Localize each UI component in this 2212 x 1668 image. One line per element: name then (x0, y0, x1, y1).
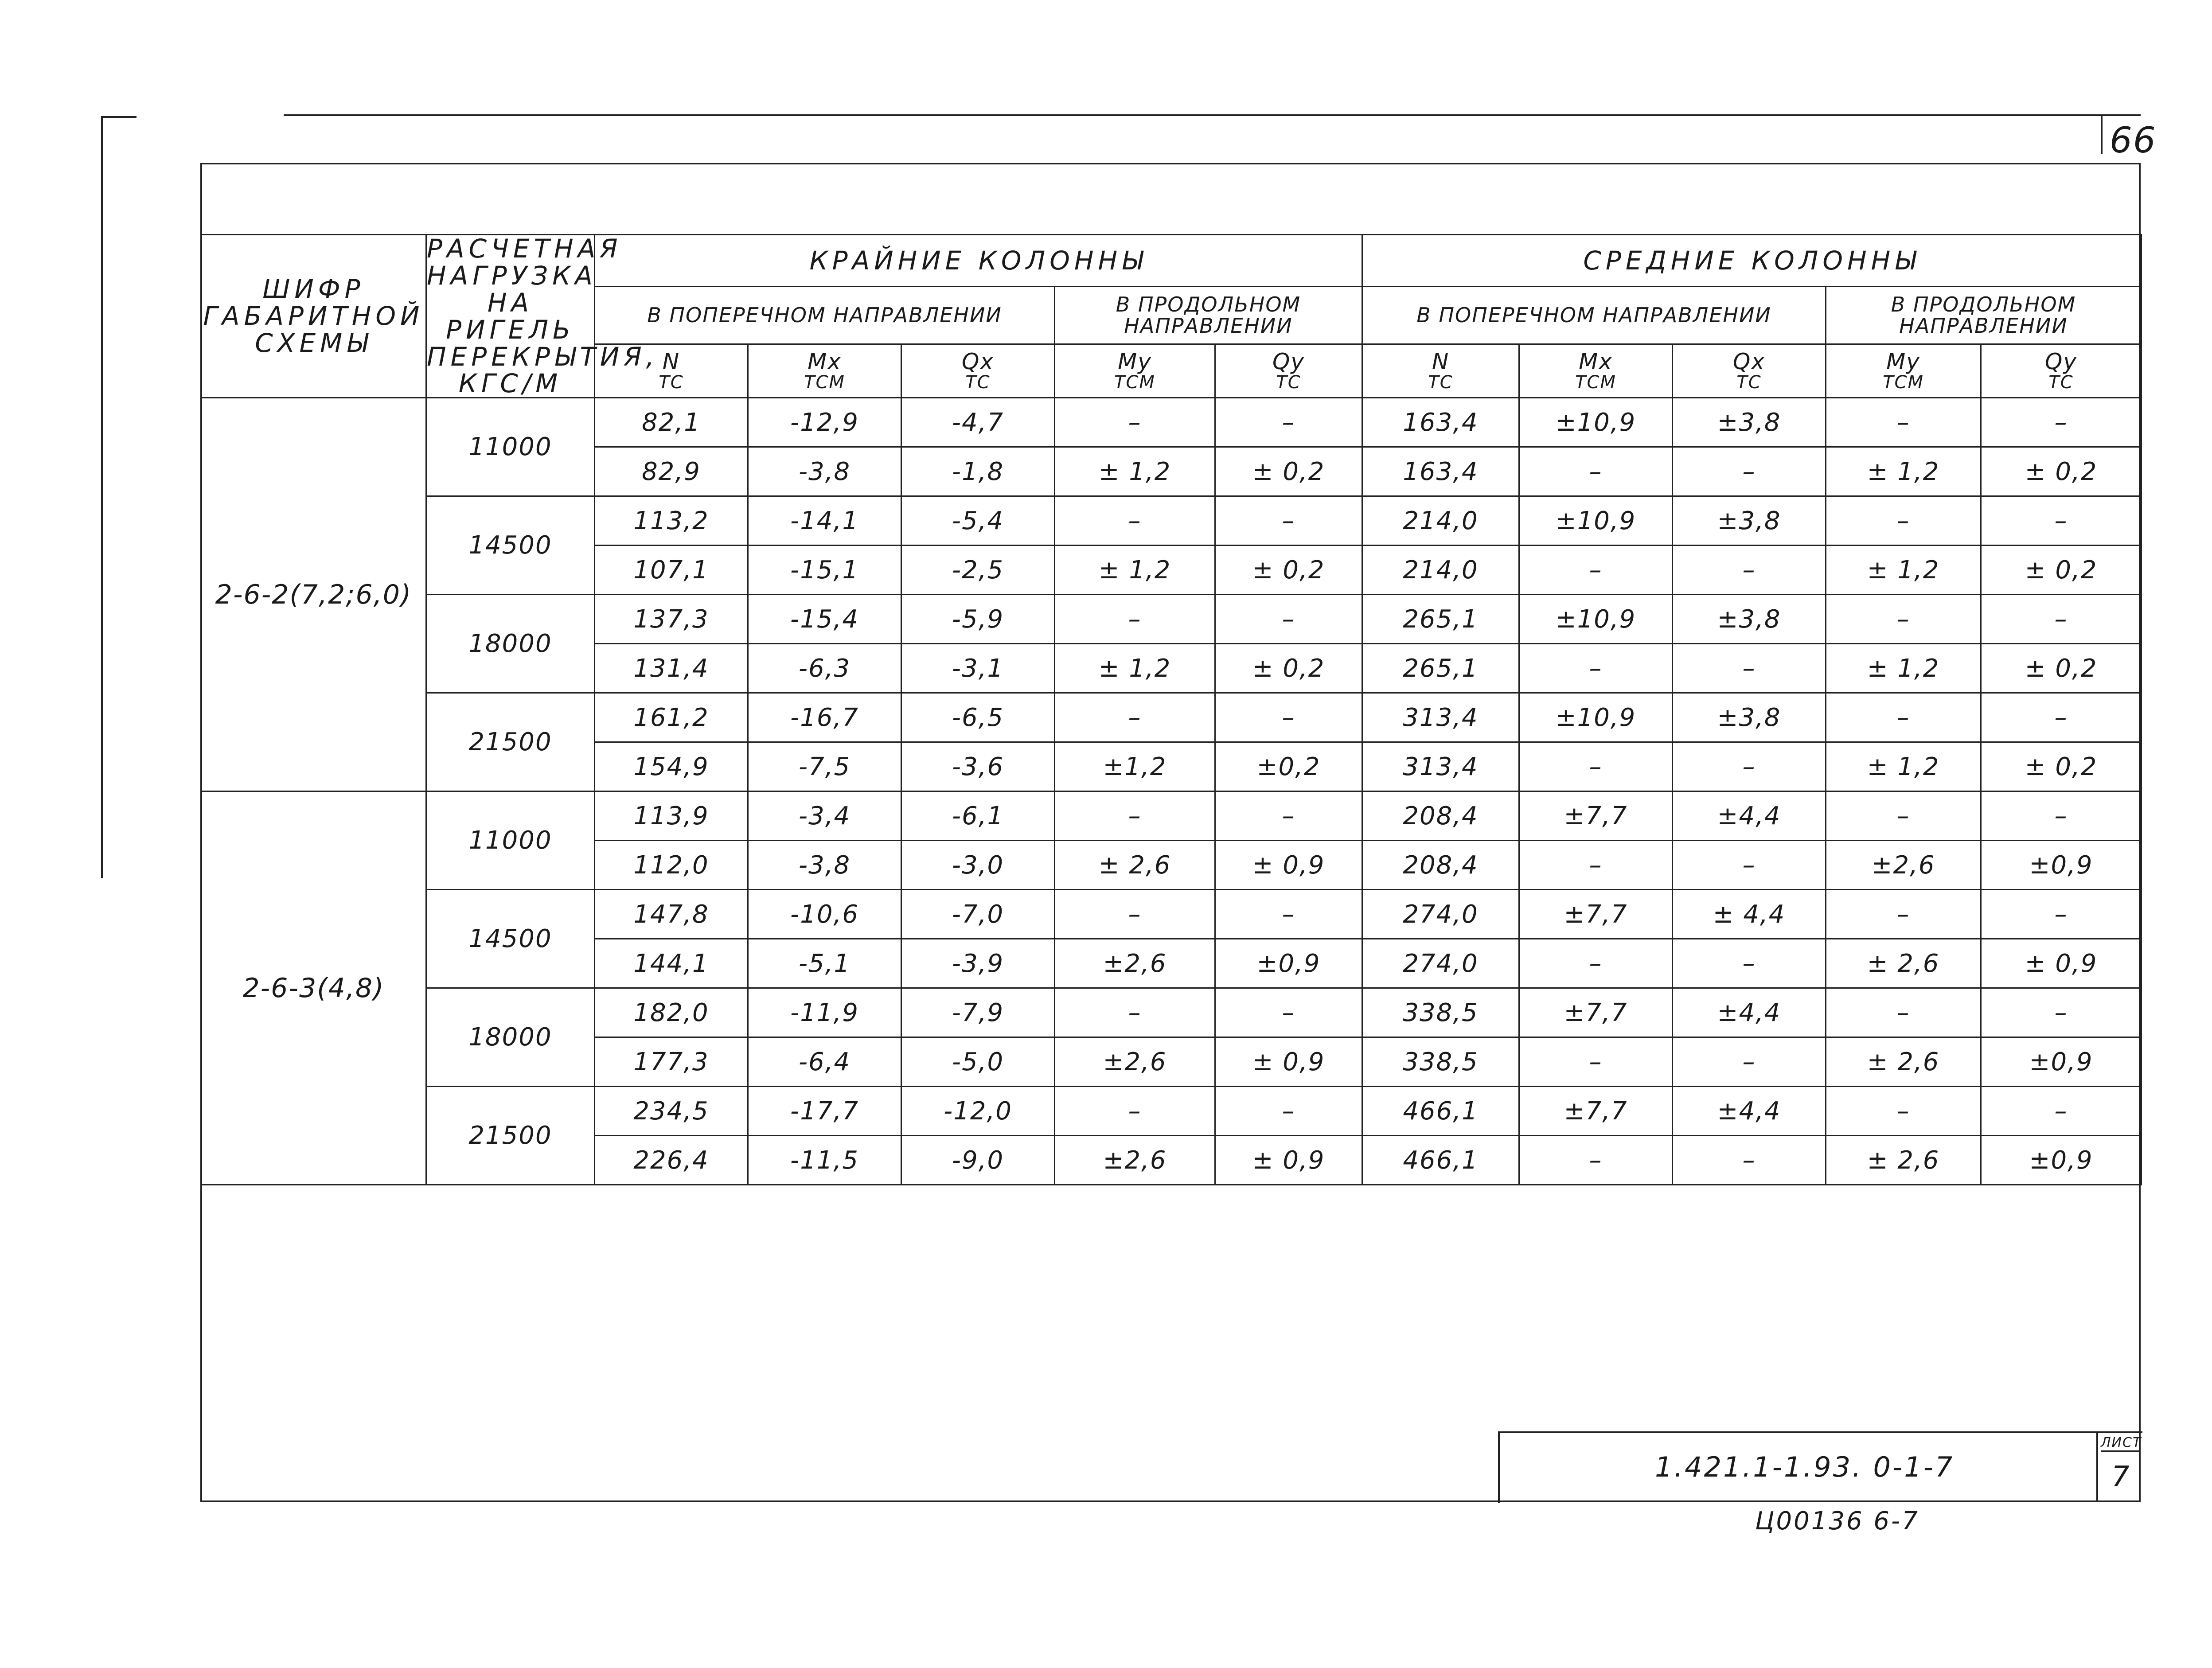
value-cell: – (1519, 742, 1673, 791)
value-cell: 234,5 (595, 1087, 748, 1136)
value-cell: ±0,9 (1981, 1136, 2142, 1185)
load-table (200, 234, 2142, 1185)
column-unit: ТСМ (1575, 372, 1616, 393)
value-cell: – (1055, 890, 1215, 939)
header-load-text: РАСЧЕТНАЯ НАГРУЗКА НА РИГЕЛЬ ПЕРЕКРЫТИЯ, (427, 234, 659, 372)
value-cell: – (1519, 939, 1673, 988)
value-cell: ±7,7 (1519, 791, 1673, 841)
value-cell: – (1673, 1136, 1826, 1185)
header-middle-columns: СРЕДНИЕ КОЛОННЫ (1362, 235, 2142, 287)
value-cell: ±10,9 (1519, 398, 1673, 447)
value-cell: -6,4 (748, 1037, 901, 1087)
value-cell: -16,7 (748, 693, 901, 742)
sheet-number: 7 (2111, 1461, 2130, 1493)
value-cell: ± 0,2 (1215, 644, 1362, 693)
value-cell: 208,4 (1362, 791, 1519, 841)
value-cell: – (1981, 791, 2142, 841)
value-cell: ±7,7 (1519, 1087, 1673, 1136)
value-cell: ± 4,4 (1673, 890, 1826, 939)
value-cell: – (1519, 841, 1673, 890)
value-cell: -6,5 (901, 693, 1055, 742)
value-cell: – (1826, 693, 1981, 742)
value-cell: – (1519, 546, 1673, 595)
column-symbol: Qx (1733, 348, 1765, 374)
value-cell: ± 0,9 (1215, 841, 1362, 890)
value-cell: ±3,8 (1673, 693, 1826, 742)
value-cell: – (1519, 644, 1673, 693)
column-unit: ТС (659, 372, 684, 393)
load-cell: 14500 (426, 496, 595, 595)
value-cell: 466,1 (1362, 1136, 1519, 1185)
page-corner-mark (2101, 114, 2103, 154)
value-cell: ± 1,2 (1826, 546, 1981, 595)
column-header (748, 344, 901, 398)
value-cell: -15,4 (748, 595, 901, 644)
value-cell: 131,4 (595, 644, 748, 693)
value-cell: -5,1 (748, 939, 901, 988)
column-unit: ТСМ (804, 372, 845, 393)
frame-inner-top (200, 163, 2141, 164)
column-header (1673, 344, 1826, 398)
value-cell: -6,1 (901, 791, 1055, 841)
table-row (201, 890, 2142, 939)
sheet-label: ЛИСТ (2101, 1435, 2139, 1452)
value-cell: 177,3 (595, 1037, 748, 1087)
header-load-unit: КГС/М (458, 368, 562, 399)
load-cell: 11000 (426, 398, 595, 496)
column-symbol: N (1432, 348, 1450, 374)
column-unit: ТС (1428, 372, 1453, 393)
value-cell: ± 2,6 (1826, 1037, 1981, 1087)
value-cell: ±0,9 (1981, 841, 2142, 890)
value-cell: ±2,6 (1055, 1037, 1215, 1087)
column-symbol: Qy (1272, 348, 1305, 374)
value-cell: -7,0 (901, 890, 1055, 939)
value-cell: -5,9 (901, 595, 1055, 644)
value-cell: – (1215, 693, 1362, 742)
value-cell: ±7,7 (1519, 890, 1673, 939)
value-cell: ± 0,2 (1215, 447, 1362, 496)
table-row (201, 496, 2142, 546)
value-cell: -14,1 (748, 496, 901, 546)
value-cell: ±2,6 (1055, 939, 1215, 988)
value-cell: – (1981, 890, 2142, 939)
value-cell: ± 2,6 (1055, 841, 1215, 890)
header-load (426, 234, 659, 399)
value-cell: -3,6 (901, 742, 1055, 791)
value-cell: – (1981, 496, 2142, 546)
frame-top-line (284, 114, 2141, 116)
value-cell: 113,9 (595, 791, 748, 841)
value-cell: – (1215, 496, 1362, 546)
value-cell: ±10,9 (1519, 496, 1673, 546)
value-cell: – (1673, 1037, 1826, 1087)
value-cell: 144,1 (595, 939, 748, 988)
value-cell: – (1826, 496, 1981, 546)
header-edge-longitudinal: В ПРОДОЛЬНОМ НАПРАВЛЕНИИ (1055, 286, 1362, 344)
value-cell: ± 2,6 (1826, 939, 1981, 988)
value-cell: 208,4 (1362, 841, 1519, 890)
value-cell: -4,7 (901, 398, 1055, 447)
column-header (1519, 344, 1673, 398)
value-cell: – (1055, 1087, 1215, 1136)
value-cell: – (1215, 595, 1362, 644)
value-cell: ±4,4 (1673, 791, 1826, 841)
value-cell: – (1215, 791, 1362, 841)
table-row (201, 791, 2142, 841)
value-cell: ± 1,2 (1055, 546, 1215, 595)
value-cell: – (1215, 890, 1362, 939)
value-cell: – (1981, 398, 2142, 447)
value-cell: – (1981, 595, 2142, 644)
value-cell: 113,2 (595, 496, 748, 546)
value-cell: -7,9 (901, 988, 1055, 1037)
value-cell: – (1055, 595, 1215, 644)
value-cell: ± 0,9 (1215, 1037, 1362, 1087)
value-cell: -6,3 (748, 644, 901, 693)
header-middle-longitudinal: В ПРОДОЛЬНОМ НАПРАВЛЕНИИ (1826, 286, 2142, 344)
value-cell: – (1055, 693, 1215, 742)
column-symbol: My (1118, 348, 1152, 374)
value-cell: – (1981, 988, 2142, 1037)
doc-code: 1.421.1-1.93. 0-1-7 (1655, 1451, 1955, 1483)
value-cell: -11,9 (748, 988, 901, 1037)
value-cell: – (1519, 447, 1673, 496)
column-unit: ТСМ (1883, 372, 1924, 393)
value-cell: -10,6 (748, 890, 901, 939)
value-cell: – (1826, 890, 1981, 939)
value-cell: 82,9 (595, 447, 748, 496)
value-cell: 274,0 (1362, 939, 1519, 988)
value-cell: -7,5 (748, 742, 901, 791)
value-cell: – (1215, 398, 1362, 447)
value-cell: -3,0 (901, 841, 1055, 890)
value-cell: 265,1 (1362, 595, 1519, 644)
column-header (1215, 344, 1362, 398)
value-cell: -5,4 (901, 496, 1055, 546)
archive-code: Ц00136 6-7 (1755, 1507, 1919, 1535)
sheet-box (2096, 1433, 2142, 1501)
column-symbol: N (662, 348, 680, 374)
value-cell: ±4,4 (1673, 988, 1826, 1037)
frame-left-corner (101, 116, 103, 878)
value-cell: – (1826, 595, 1981, 644)
value-cell: -15,1 (748, 546, 901, 595)
value-cell: 82,1 (595, 398, 748, 447)
value-cell: 112,0 (595, 841, 748, 890)
value-cell: ±1,2 (1055, 742, 1215, 791)
value-cell: 226,4 (595, 1136, 748, 1185)
value-cell: ± 0,2 (1981, 644, 2142, 693)
value-cell: 107,1 (595, 546, 748, 595)
value-cell: 338,5 (1362, 1037, 1519, 1087)
value-cell: 163,4 (1362, 398, 1519, 447)
value-cell: ±2,6 (1826, 841, 1981, 890)
header-edge-transverse: В ПОПЕРЕЧНОМ НАПРАВЛЕНИИ (595, 286, 1055, 344)
value-cell: -3,8 (748, 447, 901, 496)
value-cell: 182,0 (595, 988, 748, 1037)
value-cell: – (1055, 496, 1215, 546)
value-cell: 137,3 (595, 595, 748, 644)
value-cell: – (1981, 693, 2142, 742)
column-symbol: Mx (808, 348, 842, 374)
value-cell: 154,9 (595, 742, 748, 791)
column-unit: ТСМ (1114, 372, 1155, 393)
column-symbol: Qy (2045, 348, 2077, 374)
value-cell: ± 0,2 (1981, 546, 2142, 595)
column-header (1055, 344, 1215, 398)
value-cell: -5,0 (901, 1037, 1055, 1087)
value-cell: ±0,2 (1215, 742, 1362, 791)
value-cell: ±2,6 (1055, 1136, 1215, 1185)
value-cell: ± 0,2 (1981, 742, 2142, 791)
value-cell: 161,2 (595, 693, 748, 742)
value-cell: 214,0 (1362, 546, 1519, 595)
value-cell: ± 1,2 (1826, 447, 1981, 496)
load-cell: 21500 (426, 1087, 595, 1185)
value-cell: 274,0 (1362, 890, 1519, 939)
value-cell: 147,8 (595, 890, 748, 939)
value-cell: 265,1 (1362, 644, 1519, 693)
value-cell: -3,8 (748, 841, 901, 890)
value-cell: – (1673, 447, 1826, 496)
value-cell: 338,5 (1362, 988, 1519, 1037)
value-cell: ±4,4 (1673, 1087, 1826, 1136)
column-symbol: My (1886, 348, 1920, 374)
value-cell: 313,4 (1362, 693, 1519, 742)
column-header (1981, 344, 2142, 398)
value-cell: – (1673, 939, 1826, 988)
table-row (201, 988, 2142, 1037)
value-cell: ±10,9 (1519, 693, 1673, 742)
value-cell: 163,4 (1362, 447, 1519, 496)
load-cell: 18000 (426, 595, 595, 693)
value-cell: – (1519, 1037, 1673, 1087)
table-row (201, 398, 2142, 447)
value-cell: -3,4 (748, 791, 901, 841)
value-cell: -3,9 (901, 939, 1055, 988)
value-cell: ±3,8 (1673, 595, 1826, 644)
value-cell: ± 0,2 (1981, 447, 2142, 496)
value-cell: ± 1,2 (1826, 644, 1981, 693)
frame-left-corner-top (101, 116, 137, 118)
value-cell: -12,9 (748, 398, 901, 447)
value-cell: -3,1 (901, 644, 1055, 693)
page-number: 66 (2110, 120, 2157, 161)
value-cell: ± 2,6 (1826, 1136, 1981, 1185)
value-cell: ±7,7 (1519, 988, 1673, 1037)
column-symbol: Qx (962, 348, 994, 374)
value-cell: – (1826, 398, 1981, 447)
column-symbol: Mx (1579, 348, 1613, 374)
column-unit: ТС (965, 372, 991, 393)
value-cell: ± 0,9 (1981, 939, 2142, 988)
value-cell: – (1215, 988, 1362, 1037)
column-unit: ТС (2048, 372, 2074, 393)
load-cell: 11000 (426, 791, 595, 890)
value-cell: – (1055, 791, 1215, 841)
table-row (201, 1087, 2142, 1136)
header-edge-columns: КРАЙНИЕ КОЛОННЫ (595, 235, 1362, 287)
value-cell: ± 0,2 (1215, 546, 1362, 595)
value-cell: ±10,9 (1519, 595, 1673, 644)
value-cell: ±3,8 (1673, 398, 1826, 447)
value-cell: ±3,8 (1673, 496, 1826, 546)
value-cell: – (1673, 742, 1826, 791)
value-cell: – (1055, 988, 1215, 1037)
value-cell: – (1981, 1087, 2142, 1136)
value-cell: – (1826, 988, 1981, 1037)
header-scheme: ШИФР ГАБАРИТНОЙ СХЕМЫ (201, 235, 426, 398)
value-cell: 466,1 (1362, 1087, 1519, 1136)
column-header (901, 344, 1055, 398)
column-header (1826, 344, 1981, 398)
load-cell: 21500 (426, 693, 595, 791)
load-cell: 18000 (426, 988, 595, 1087)
value-cell: – (1519, 1136, 1673, 1185)
value-cell: – (1215, 1087, 1362, 1136)
value-cell: 313,4 (1362, 742, 1519, 791)
value-cell: -1,8 (901, 447, 1055, 496)
column-unit: ТС (1276, 372, 1301, 393)
table-row (201, 595, 2142, 644)
value-cell: – (1826, 791, 1981, 841)
value-cell: – (1673, 841, 1826, 890)
table-body (201, 398, 2142, 1185)
value-cell: – (1826, 1087, 1981, 1136)
value-cell: -11,5 (748, 1136, 901, 1185)
value-cell: -17,7 (748, 1087, 901, 1136)
value-cell: – (1673, 644, 1826, 693)
value-cell: 214,0 (1362, 496, 1519, 546)
value-cell: -9,0 (901, 1136, 1055, 1185)
load-cell: 14500 (426, 890, 595, 988)
column-header (1362, 344, 1519, 398)
value-cell: – (1673, 546, 1826, 595)
column-unit: ТС (1736, 372, 1762, 393)
value-cell: ± 1,2 (1055, 447, 1215, 496)
value-cell: ±0,9 (1215, 939, 1362, 988)
value-cell: – (1055, 398, 1215, 447)
value-cell: ± 1,2 (1055, 644, 1215, 693)
value-cell: ± 1,2 (1826, 742, 1981, 791)
value-cell: ± 0,9 (1215, 1136, 1362, 1185)
table-row (201, 693, 2142, 742)
header-middle-transverse: В ПОПЕРЕЧНОМ НАПРАВЛЕНИИ (1362, 286, 1826, 344)
title-block (1498, 1431, 2142, 1503)
value-cell: -2,5 (901, 546, 1055, 595)
value-cell: ±0,9 (1981, 1037, 2142, 1087)
value-cell: -12,0 (901, 1087, 1055, 1136)
scheme-cell: 2-6-3(4,8) (201, 791, 426, 1185)
scheme-cell: 2-6-2(7,2;6,0) (201, 398, 426, 791)
